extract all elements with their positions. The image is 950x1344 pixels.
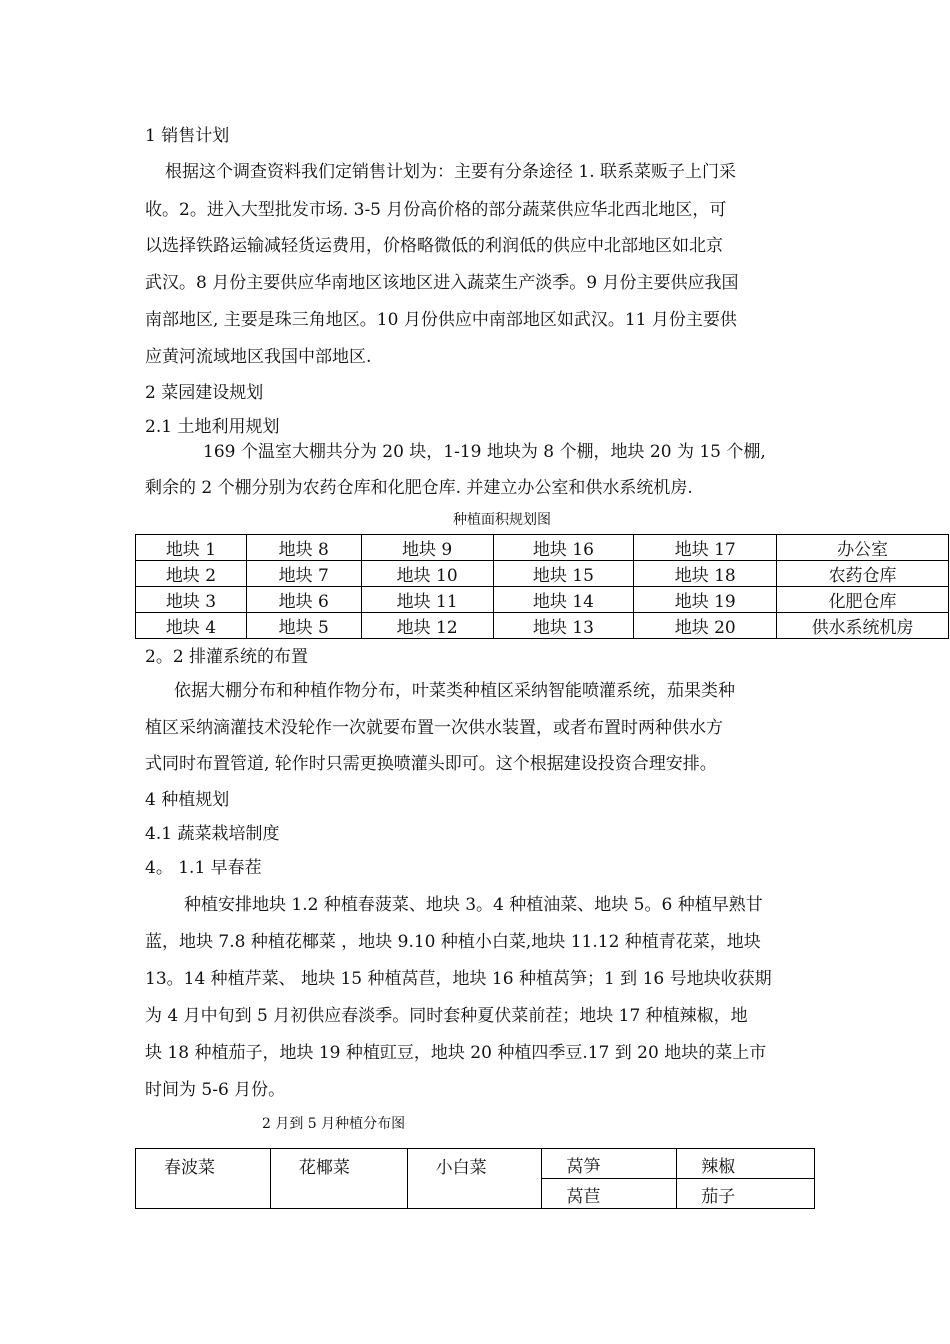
section-1-paragraph-line: 南部地区, 主要是珠三角地区。10 月份供应中南部地区如武汉。11 月份主要供 — [145, 310, 737, 330]
section-4-1-title: 4.1 蔬菜栽培制度 — [145, 824, 280, 844]
section-1-paragraph-line: 根据这个调查资料我们定销售计划为：主要有分条途径 1. 联系菜贩子上门采 — [165, 162, 737, 182]
table-cell: 小白菜 — [407, 1149, 542, 1209]
table-cell: 地块 7 — [246, 561, 361, 587]
table-cell: 春波菜 — [136, 1149, 271, 1209]
table-cell: 茄子 — [677, 1179, 815, 1209]
table-cell: 地块 16 — [493, 535, 634, 561]
table-cell: 地块 11 — [361, 587, 493, 613]
table-row — [136, 535, 949, 561]
table-cell: 地块 5 — [246, 613, 361, 639]
section-2-2-paragraph-line: 依据大棚分布和种植作物分布，叶菜类种植区采纳智能喷灌系统，茄果类种 — [174, 681, 735, 701]
table-cell: 地块 17 — [634, 535, 777, 561]
table-cell: 辣椒 — [677, 1149, 815, 1179]
table-cell: 地块 12 — [361, 613, 493, 639]
section-4-1-1-paragraph-line: 块 18 种植茄子，地块 19 种植豇豆，地块 20 种植四季豆.17 到 20 地块的菜上市 — [145, 1043, 767, 1063]
table-cell: 地块 20 — [634, 613, 777, 639]
section-4-1-1-paragraph-line: 蓝，地块 7.8 种植花椰菜 ，地块 9.10 种植小白菜,地块 11.12 种植青花菜，地块 — [145, 932, 761, 952]
table-row — [136, 587, 949, 613]
section-4-1-1-title: 4。 1.1 早春茬 — [145, 858, 262, 878]
table-cell: 地块 13 — [493, 613, 634, 639]
table-row — [136, 1149, 815, 1179]
section-4-1-1-paragraph-line: 时间为 5-6 月份。 — [145, 1080, 286, 1100]
table-cell: 地块 9 — [361, 535, 493, 561]
section-4-1-1-paragraph-line: 为 4 月中旬到 5 月初供应春淡季。同时套种夏伏菜前茬；地块 17 种植辣椒，地 — [145, 1006, 748, 1026]
section-2-1-title: 2.1 土地利用规划 — [145, 417, 280, 437]
section-1-title: 1 销售计划 — [145, 126, 230, 146]
planting-distribution-table — [135, 1148, 815, 1209]
section-2-title: 2 菜园建设规划 — [145, 383, 264, 403]
section-2-2-title: 2。2 排灌系统的布置 — [145, 647, 309, 667]
table-cell: 地块 8 — [246, 535, 361, 561]
table-cell: 地块 14 — [493, 587, 634, 613]
planting-area-table — [135, 534, 949, 639]
section-2-1-paragraph-line: 剩余的 2 个棚分别为农药仓库和化肥仓库. 并建立办公室和供水系统机房. — [145, 478, 693, 498]
section-1-paragraph-line: 武汉。8 月份主要供应华南地区该地区进入蔬菜生产淡季。9 月份主要供应我国 — [145, 273, 739, 293]
table-1-caption: 种植面积规划图 — [453, 512, 551, 528]
table-cell: 办公室 — [777, 535, 949, 561]
section-4-1-1-paragraph-line: 种植安排地块 1.2 种植春菠菜、地块 3。4 种植油菜、地块 5。6 种植早熟甘 — [184, 895, 763, 915]
table-cell: 莴苣 — [542, 1179, 677, 1209]
table-cell: 莴笋 — [542, 1149, 677, 1179]
section-4-title: 4 种植规划 — [145, 790, 230, 810]
table-row — [136, 561, 949, 587]
section-2-1-paragraph-line: 169 个温室大棚共分为 20 块，1-19 地块为 8 个棚，地块 20 为 15 个棚, — [203, 442, 766, 462]
table-row — [136, 613, 949, 639]
table-cell: 地块 15 — [493, 561, 634, 587]
table-cell: 地块 6 — [246, 587, 361, 613]
table-cell: 化肥仓库 — [777, 587, 949, 613]
table-cell: 农药仓库 — [777, 561, 949, 587]
section-1-paragraph-line: 以选择铁路运输减轻货运费用，价格略微低的利润低的供应中北部地区如北京 — [145, 236, 723, 256]
section-1-paragraph-line: 应黄河流域地区我国中部地区. — [145, 347, 372, 367]
table-cell: 地块 4 — [136, 613, 247, 639]
table-cell: 地块 2 — [136, 561, 247, 587]
section-4-1-1-paragraph-line: 13。14 种植芹菜、 地块 15 种植莴苣，地块 16 种植莴笋；1 到 16 号地块收获期 — [145, 969, 772, 989]
table-cell: 地块 19 — [634, 587, 777, 613]
section-2-2-paragraph-line: 式同时布置管道, 轮作时只需更换喷灌头即可。这个根据建设投资合理安排。 — [145, 754, 717, 774]
table-cell: 地块 18 — [634, 561, 777, 587]
table-cell: 地块 3 — [136, 587, 247, 613]
table-2-caption: 2 月到 5 月种植分布图 — [262, 1116, 406, 1132]
table-cell: 供水系统机房 — [777, 613, 949, 639]
table-cell: 地块 1 — [136, 535, 247, 561]
table-cell: 花椰菜 — [270, 1149, 407, 1209]
section-2-2-paragraph-line: 植区采纳滴灌技术没轮作一次就要布置一次供水装置，或者布置时两种供水方 — [145, 718, 723, 738]
table-cell: 地块 10 — [361, 561, 493, 587]
section-1-paragraph-line: 收。2。进入大型批发市场. 3-5 月份高价格的部分蔬菜供应华北西北地区，可 — [145, 200, 727, 220]
